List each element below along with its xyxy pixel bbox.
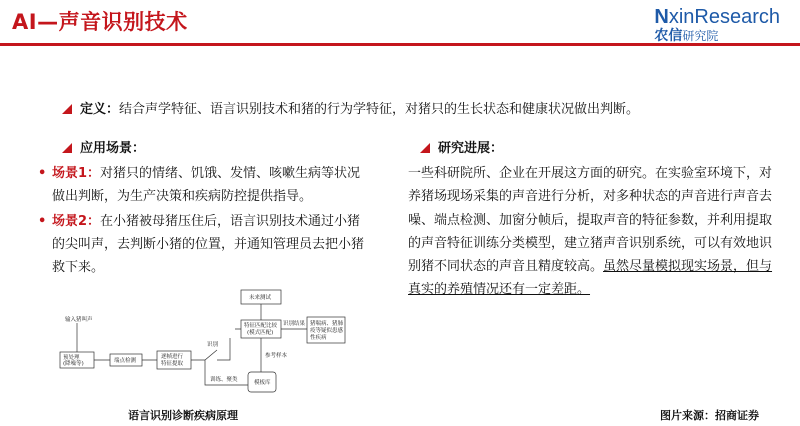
svg-text:(模式匹配): (模式匹配) — [247, 330, 274, 336]
logo-n: N — [654, 6, 669, 28]
research-underlined-text: 虽然尽量模拟现实场景，但与真实的养殖情况还有一定差距。 — [408, 259, 773, 298]
diagram-input-label: 输入猪叫声 — [65, 317, 93, 323]
diagram-unknown-test: 未来测试 — [249, 295, 272, 301]
logo-research: Research — [694, 6, 780, 28]
svg-text:特征提取: 特征提取 — [161, 361, 184, 367]
svg-text:性疾病: 性疾病 — [310, 335, 327, 341]
diagram-reference: 参考样本 — [265, 353, 288, 359]
diagram-matcher: 特征匹配比较 — [244, 323, 278, 329]
svg-text:(降噪等): (降噪等) — [63, 361, 84, 367]
recognition-flow-diagram — [55, 285, 365, 400]
diagram-result: 识别结果 — [283, 321, 306, 327]
diagram-caption: 语言识别诊断疾病原理 — [128, 409, 238, 422]
svg-text:疫等疑似患感: 疫等疑似患感 — [310, 328, 344, 334]
section-marker-icon — [62, 102, 74, 114]
diagram-model-db: 模板库 — [254, 380, 271, 386]
diagram-preprocess: 预处理 — [63, 355, 80, 361]
definition-paragraph — [62, 99, 782, 121]
page-title: AI—声音识别技术 — [12, 10, 188, 34]
source-caption: 图片来源：招商证券 — [660, 409, 759, 422]
section-marker-icon — [62, 141, 74, 153]
scenario-2: • 场景2：在小猪被母猪压住后，语言识别技术通过小猪的尖叫声，去判断小猪的位置，并通知管理员去把小猪救下来。 — [52, 210, 372, 279]
diagram-recognize: 识别 — [207, 342, 219, 348]
definition-label: 定义： — [80, 102, 120, 117]
scenario-1: • 场景1：对猪只的情绪、饥饿、发情、咳嗽生病等状况做出判断，为生产决策和疾病防控提供指导。 — [52, 162, 372, 208]
logo-cn-suffix: 研究院 — [682, 29, 719, 43]
diagram-feature: 逐帧进行 — [161, 354, 184, 360]
application-heading: 应用场景： — [62, 138, 145, 160]
diagram-endpoint: 端点检测 — [114, 358, 137, 364]
logo-xin: xin — [668, 6, 695, 28]
bullet-icon: • — [38, 166, 47, 181]
definition-text: 结合声学特征、语言识别技术和猪的行为学特征，对猪只的生长状态和健康状况做出判断。 — [119, 102, 640, 117]
diagram-diseases: 猪喘病、猪肺 — [310, 321, 344, 327]
logo-cn-name: 农信 — [654, 28, 683, 44]
section-marker-icon — [420, 141, 432, 153]
diagram-train: 训练、聚类 — [210, 377, 238, 383]
bullet-icon: • — [38, 214, 47, 229]
research-paragraph — [408, 162, 780, 302]
research-heading: 研究进展： — [420, 138, 503, 160]
nxin-research-logo — [654, 7, 780, 43]
research-text: 一些科研院所、企业在开展这方面的研究。在实验室环境下，对养猪场现场采集的声音进行分析，对多种状态的声音进行声音去噪、端点检测、加窗分帧后，提取声音的特征参数，并利用提取的声音特征训练分类模型，建立猪声音识别系统，可以有效地识别猪不同状态的声音且精度较高。 — [408, 166, 773, 275]
